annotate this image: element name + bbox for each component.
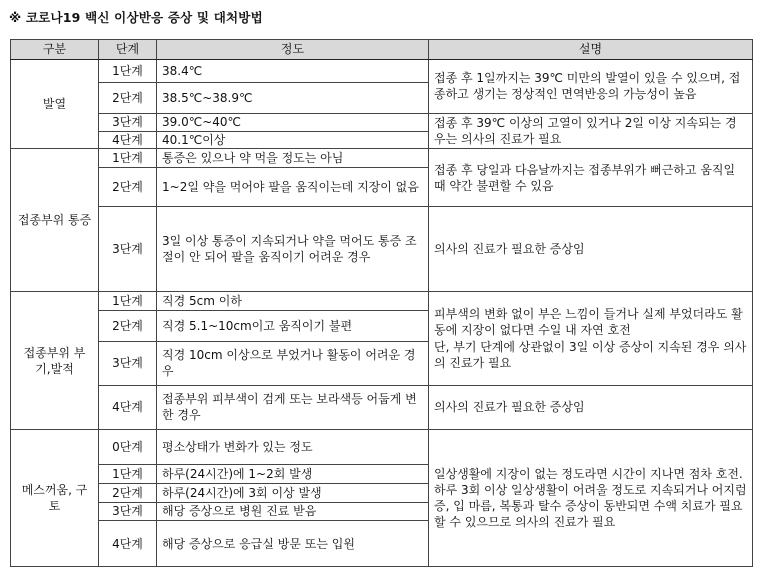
stage-cell: 1단계: [99, 465, 157, 484]
table-row: [11, 207, 753, 292]
stage-cell: 3단계: [99, 207, 157, 292]
stage-cell: 3단계: [99, 342, 157, 386]
degree-cell: 직경 5cm 이하: [157, 292, 429, 311]
stage-cell: 2단계: [99, 82, 157, 113]
description-cell: 일상생활에 지장이 없는 정도라면 시간이 지나면 점차 호전. 하루 3회 이상 일상생활이 어려울 정도로 지속되거나 어지럼증, 입 마름, 복통과 탈수 증상이 동반되면 수액 치료가 필요할 수 있으므로 의사의 진료가 필요: [429, 430, 753, 567]
degree-cell: 1~2일 약을 먹어야 팔을 움직이는데 지장이 없음: [157, 168, 429, 207]
table-row: [11, 60, 753, 83]
degree-cell: 해당 증상으로 응급실 방문 또는 입원: [157, 521, 429, 567]
vaccine-reaction-table: [10, 39, 753, 567]
degree-cell: 3일 이상 통증이 지속되거나 약을 먹어도 통증 조절이 안 되어 팔을 움직이기 어려운 경우: [157, 207, 429, 292]
category-injection-pain: 접종부위 통증: [11, 149, 99, 292]
stage-cell: 3단계: [99, 502, 157, 521]
degree-cell: 직경 10cm 이상으로 부었거나 활동이 어려운 경우: [157, 342, 429, 386]
header-stage: 단계: [99, 40, 157, 60]
description-cell: 의사의 진료가 필요한 증상임: [429, 385, 753, 430]
category-fever: 발열: [11, 60, 99, 149]
description-cell: 접종 후 당일과 다음날까지는 접종부위가 뻐근하고 움직일 때 약간 불편할 수 있음: [429, 149, 753, 207]
degree-cell: 직경 5.1~10cm이고 움직이기 불편: [157, 311, 429, 342]
degree-cell: 접종부위 피부색이 검게 또는 보라색등 어둡게 변한 경우: [157, 385, 429, 430]
category-swelling-redness: 접종부위 부기,발적: [11, 292, 99, 430]
category-nausea-vomiting: 메스꺼움, 구토: [11, 430, 99, 567]
header-row: [11, 40, 753, 60]
table-row: [11, 430, 753, 465]
description-cell: 의사의 진료가 필요한 증상임: [429, 207, 753, 292]
stage-cell: 2단계: [99, 168, 157, 207]
degree-cell: 40.1℃이상: [157, 131, 429, 149]
stage-cell: 1단계: [99, 60, 157, 83]
description-cell: 접종 후 1일까지는 39℃ 미만의 발열이 있을 수 있으며, 접종하고 생기는 정상적인 면역반응의 가능성이 높음: [429, 60, 753, 114]
degree-cell: 통증은 있으나 약 먹을 정도는 아님: [157, 149, 429, 168]
degree-cell: 38.4℃: [157, 60, 429, 83]
header-degree: 정도: [157, 40, 429, 60]
stage-cell: 4단계: [99, 521, 157, 567]
document-title: ※ 코로나19 백신 이상반응 증상 및 대처방법: [9, 10, 263, 25]
table-row: [11, 149, 753, 168]
stage-cell: 2단계: [99, 311, 157, 342]
degree-cell: 평소상태가 변화가 있는 정도: [157, 430, 429, 465]
header-category: 구분: [11, 40, 99, 60]
stage-cell: 3단계: [99, 113, 157, 131]
stage-cell: 1단계: [99, 292, 157, 311]
stage-cell: 4단계: [99, 131, 157, 149]
degree-cell: 하루(24시간)에 1~2회 발생: [157, 465, 429, 484]
table-row: [11, 385, 753, 430]
stage-cell: 1단계: [99, 149, 157, 168]
stage-cell: 2단계: [99, 484, 157, 503]
description-cell: 접종 후 39℃ 이상의 고열이 있거나 2일 이상 지속되는 경우는 의사의 진료가 필요: [429, 113, 753, 149]
degree-cell: 해당 증상으로 병원 진료 받음: [157, 502, 429, 521]
table-row: [11, 292, 753, 311]
description-cell: 피부색의 변화 없이 부은 느낌이 들거나 실제 부었더라도 활동에 지장이 없다면 수일 내 자연 호전 단, 부기 단계에 상관없이 3일 이상 증상이 지속된 경우 의사의 진료가 필요: [429, 292, 753, 385]
stage-cell: 4단계: [99, 385, 157, 430]
degree-cell: 하루(24시간)에 3회 이상 발생: [157, 484, 429, 503]
stage-cell: 0단계: [99, 430, 157, 465]
degree-cell: 38.5℃~38.9℃: [157, 82, 429, 113]
header-description: 설명: [429, 40, 753, 60]
table-row: [11, 113, 753, 131]
degree-cell: 39.0℃~40℃: [157, 113, 429, 131]
